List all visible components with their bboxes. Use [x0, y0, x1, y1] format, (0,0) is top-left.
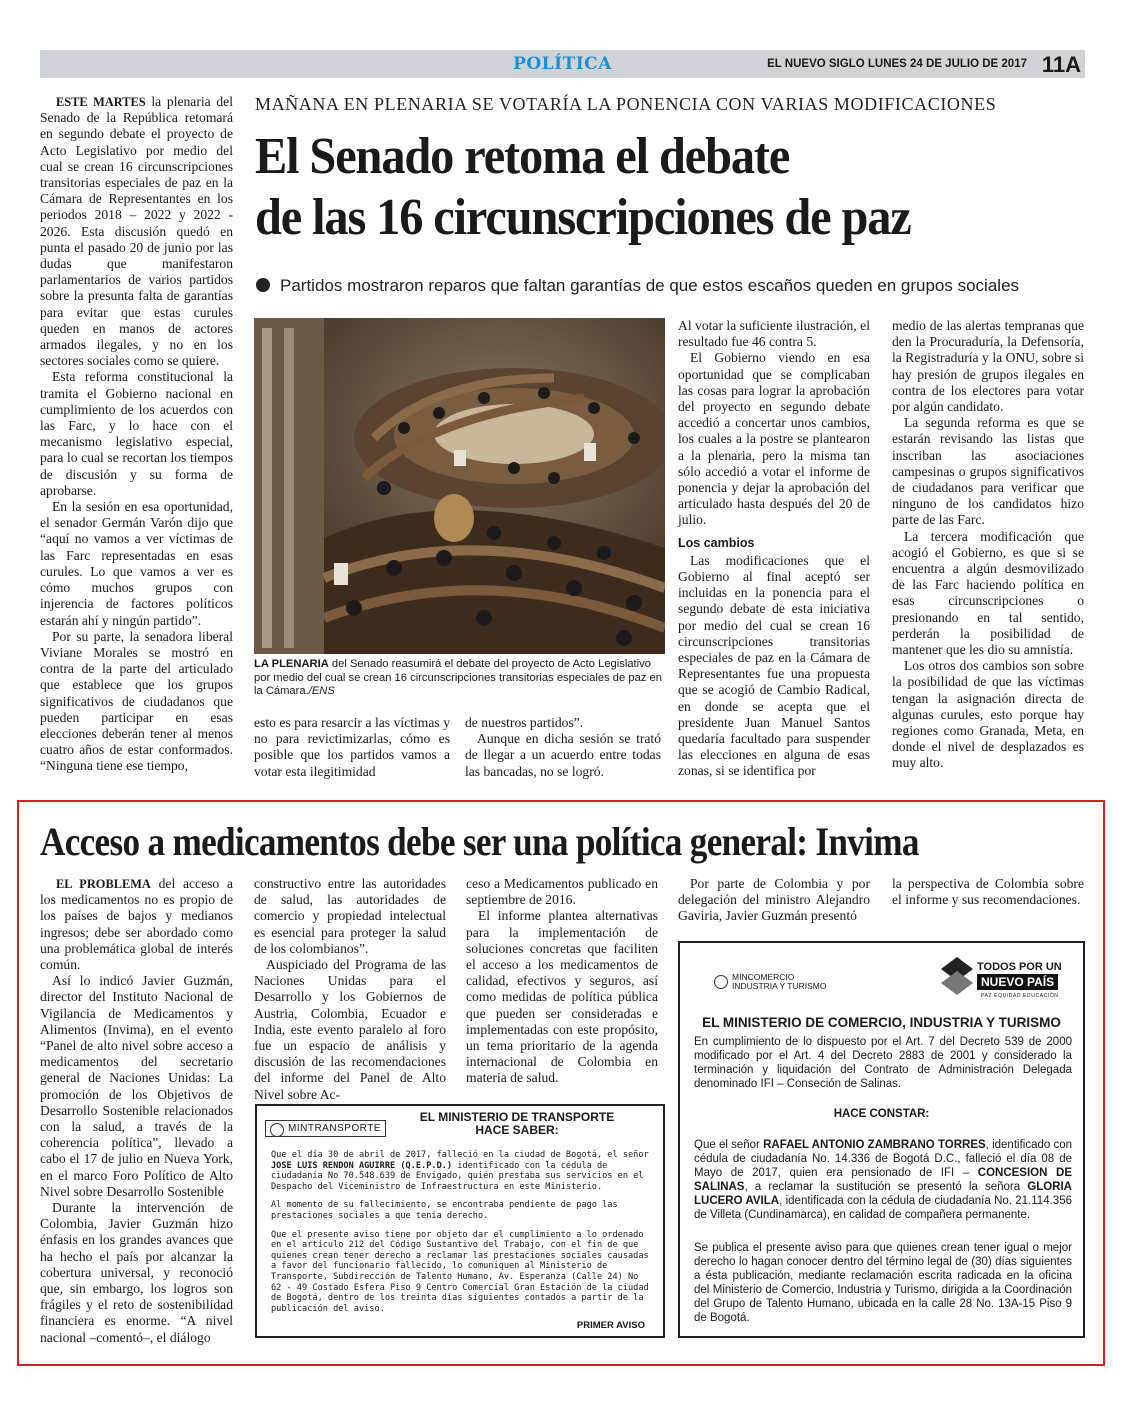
article1-column-3: Al votar la suficiente ilustración, el resultado fue 46 contra 5. El Gobierno viendo en esa oportunidad que se complicaban las cosas para lograr la aprobación del proyecto en segundo debate accedió a concertar unos cambios, los cuales a la postre se plantearon a la plenaria, pero la misma tan sólo accedió a votar el informe de ponencia y dejar la aprobación del articulado hasta después del 20 de julio. Los cambios Las modificaciones que el Gobierno al final aceptó ser incluidas en la ponencia para el segundo debate de esta iniciativa por medio del cual se crean 16 circunscripciones transitorias especiales de paz en la Cámara de Representantes fue una propuesta que se acogió de Cambio Radical, en donde se acepta que el presidente Juan Manuel Santos quedaría facultado para suspender las elecciones en alguna de esas zonas, si se identifica por [678, 318, 870, 779]
article1-paragraph: ESTE MARTES la plenaria del Senado de la República retomará en segundo debate el proyecto de Acto Legislativo por medio del cual se crean 16 circunscripciones transitorias especiales de paz en la Cámara de Representantes en los periodos 2018 – 2022 y 2022 - 2026. Esta discusión quedó en punta el pasado 20 de junio por las dudas que manifestaron parlamentarios de varios partidos sobre la presunta falta de garantías para evitar que estas curules queden en manos de actores armados ilegales, y no en los sectores sociales como se quiere. [40, 94, 233, 369]
transport-ministry-notice [255, 1104, 665, 1338]
notice-title: EL MINISTERIO DE COMERCIO, INDUSTRIA Y TURISMO [702, 1015, 1061, 1030]
lead-in: ESTE MARTES [56, 95, 146, 109]
section-label: POLÍTICA [513, 54, 612, 74]
photo-caption: LA PLENARIA del Senado reasumirá el debate del proyecto de Acto Legislativo por medio del cual se crean 16 circunscripciones transitorias especiales de paz en la Cámara./ENS [254, 658, 662, 698]
subheading: Los cambios [678, 535, 755, 550]
notice-title: EL MINISTERIO DE TRANSPORTE HACE SABER: [419, 1110, 615, 1137]
article1-left-column [40, 94, 233, 775]
senate-plenary-photo [254, 318, 665, 654]
plenary-illustration [254, 318, 665, 654]
article1-under-photo-column-2: de nuestros partidos”. Aunque en dicha sesión se trató de llegar a un acuerdo entre todas las bancadas, no se logró. [465, 715, 661, 779]
commerce-ministry-notice [678, 941, 1085, 1338]
article2-column-2: constructivo entre las autoridades de salud, las autoridades de comercio y propiedad intelectual es esencial para proteger la salud de los colombianos”. Auspiciado del Programa de las Naciones Unidas para el Desarrollo y los Gobiernos de Austria, Colombia, Ecuador e India, este evento paralelo al foro fue un espacio de análisis y discusión de las recomendaciones del informe del Panel de Alto Nivel sobre Ac- [254, 876, 446, 1102]
section-header-bar [40, 50, 1085, 78]
article1-paragraph: Por su parte, la senadora liberal Viviane Morales se mostró en contra de la parte del articulado que establece que los grupos significativos de ciudadanos que pueden participar en esas elecciones deberán tener al menos cuatro años de estar conformados. “Ninguna tiene ese tiempo, [40, 628, 233, 774]
article2-column-3: ceso a Medicamentos publicado en septiembre de 2016. El informe plantea alternativas para la implementación de soluciones concretas que faciliten el acceso a los medicamentos de calidad, efectivos y seguros, así como medidas de política pública que pueden ser consideradas e implementadas con este propósito, un tema prioritario de la agenda internacional de Colombia en materia de salud. [466, 876, 658, 1086]
notice-paragraph: Que el señor RAFAEL ANTONIO ZAMBRANO TORRES, identificado con cédula de ciudadanía No. 14.336 de Bogotá D.C., falleció el día 08 de Mayo de 2017, quien era pensionado de IFI – CONCESION DE SALINAS, a reclamar la sustitución se presentó la señora GLORIA LUCERO AVILA, identificada con la cédula de ciudadanía No. 21.114.356 de Villeta (Cundinamarca), en calidad de compañera permanente. [694, 1139, 1072, 1221]
article1-headline [255, 126, 1027, 248]
article2-headline: Acceso a medicamentos debe ser una política general: Invima [40, 819, 919, 864]
article2-column-4: Por parte de Colombia y por delegación del ministro Alejandro Gaviria, Javier Guzmán presentó [678, 876, 870, 924]
coat-of-arms-icon [270, 1123, 284, 1137]
article1-paragraph: Esta reforma constitucional la tramita el Gobierno nacional en cumplimiento de los acuerdos con las Farc, y lo hace con el mecanismo legislativo especial, para lo cual se recortan los tiempos de discusión y su forma de aprobarse. [40, 369, 233, 498]
page-number: 11A [1041, 52, 1081, 77]
lead-in: EL PROBLEMA [56, 877, 151, 891]
coat-of-arms-icon [714, 975, 728, 989]
notice-paragraph: En cumplimiento de lo dispuesto por el Art. 7 del Decreto 539 de 2000 modificado por el Art. 4 del Decreto 2883 de 2001 y considerado la terminación y liquidación del Contrato de Administración Delegada denominado IFI – Conseción de Salinas. [694, 1036, 1072, 1090]
publication-date: EL NUEVO SIGLO LUNES 24 DE JULIO DE 2017 [767, 58, 1027, 70]
chevron-emblem-icon [939, 955, 975, 1001]
article1-column-4: medio de las alertas tempranas que den la Procuraduría, la Defensoría, la Registraduría y la ONU, sobre si hay presión de grupos ilegales en contra de los electores para votar por algún candidato. La segunda reforma es que se estarán revisando las listas que inscriban las asociaciones campesinas o grupos significativos de ciudadanos para verificar que ninguno de los candidatos hizo parte de las Farc. La tercera modificación que acogió el Gobierno, es que si se encuentra a algún desmovilizado de las Farc haciendo política en esas circunscripciones o presionando en tal sentido, perderán la posibilidad de mantener que les dio su amnistía. Los otros dos cambios son sobre la posibilidad de que las víctimas tengan la asignación directa de algunas curules, esto porque hay regiones como Granada, Meta, en donde el nivel de desplazados es muy alto. [892, 318, 1084, 771]
article1-paragraph: En la sesión en esa oportunidad, el senador Germán Varón dijo que “aquí no vamos a ver víctimas de las Farc representadas en esas curules. Lo que vamos a ver es cómo muchos grupos con injerencia de factores políticos estarán ahí y ningún partido”. [40, 499, 233, 628]
headline-line-1: El Senado retoma el debate [255, 128, 790, 185]
mintransporte-logo: MINTRANSPORTE [265, 1120, 386, 1137]
article2-column-5: la perspectiva de Colombia sobre el informe y sus recomendaciones. [892, 876, 1084, 908]
article1-kicker: MAÑANA EN PLENARIA SE VOTARÍA LA PONENCIA CON VARIAS MODIFICACIONES [255, 94, 997, 114]
notice-signature: PRIMER AVISO [576, 1320, 645, 1331]
notice-body: Que el día 30 de abril de 2017, falleció en la ciudad de Bogotá, el señor JOSE LUIS RENDON AGUIRRE (Q.E.P.D.) identificado con la cédula de ciudadanía No 70.548.639 de Envigado, quién prestaba sus servicios en el Despacho del Viceministro de Infraestructura en este Ministerio. Al momento de su fallecimiento, se encontraba pendiente de pago las prestaciones sociales a que tenía derecho. Que el presente aviso tiene por objeto dar el cumplimiento a lo ordenado en el artículo 212 del Código Sustantivo del Trabajo, con el fin de que quienes crean tener derecho a reclamar las prestaciones sociales causadas a favor del funcionario fallecido, lo comuniquen al Ministerio de Transporte, Subdirección de Talento Humano, Av. Esperanza (Calle 24) No 62 - 49 Costado Esfera Piso 9 Centro Comercial Gran Estación de la ciudad de Bogotá, dentro de los treinta días siguientes contados a partir de la publicación del aviso. [271, 1150, 649, 1314]
bullet-icon [256, 278, 270, 292]
mincomercio-logo: MINCOMERCIO INDUSTRIA Y TURISMO [710, 973, 826, 991]
todos-por-un-nuevo-pais-logo: TODOS POR UN NUEVO PAÍS PAZ EQUIDAD EDUCACIÓN [939, 955, 1071, 1005]
notice-paragraph: Se publica el presente aviso para que quienes crean tener igual o mejor derecho lo hagan conocer dentro del término legal de (30) días siguientes a ésta publicación, mediante reclamación escrita radicada en la oficina del Ministerio de Comercio, Industria y Turismo, dirigida a la Coordinación del Grupo de Talento Humano, ubicada en la calle 28 No. 13A-15 Piso 9 de Bogotá. [694, 1242, 1072, 1324]
article1-subheadline: Partidos mostraron reparos que faltan garantías de que estos escaños queden en grupos sociales [256, 276, 1086, 296]
article2-column-1: EL PROBLEMA del acceso a los medicamentos no es propio de los países de bajos y medianos ingresos; debe ser abordado como una problemática global de interés común. Así lo indicó Javier Guzmán, director del Instituto Nacional de Vigilancia de Medicamentos y Alimentos (Invima), en el evento “Panel de alto nivel sobre acceso a medicamentos del secretario general de Naciones Unidas: La promoción de los Objetivos de Desarrollo Sostenible relacionados con la salud, a través de la coherencia política”, llevado a cabo el 17 de julio en Nueva York, en el marco Foro Político de Alto Nivel sobre Desarrollo Sostenible Durante la intervención de Colombia, Javier Guzmán hizo énfasis en los grandes avances que ha hecho el país por alcanzar la cobertura universal, y reconoció que, sin embargo, los logros son frágiles y el reto de sostenibilidad financiera es enorme. “A nivel nacional –comentó–, el diálogo [40, 876, 233, 1345]
article1-under-photo-column-1: esto es para resarcir a las víctimas y no para revictimizarlas, cómo es posible que los partidos vamos a votar esta ilegitimidad [254, 715, 450, 779]
notice-subtitle: HACE CONSTAR: [833, 1108, 930, 1120]
headline-line-2: de las 16 circunscripciones de paz [255, 189, 911, 246]
